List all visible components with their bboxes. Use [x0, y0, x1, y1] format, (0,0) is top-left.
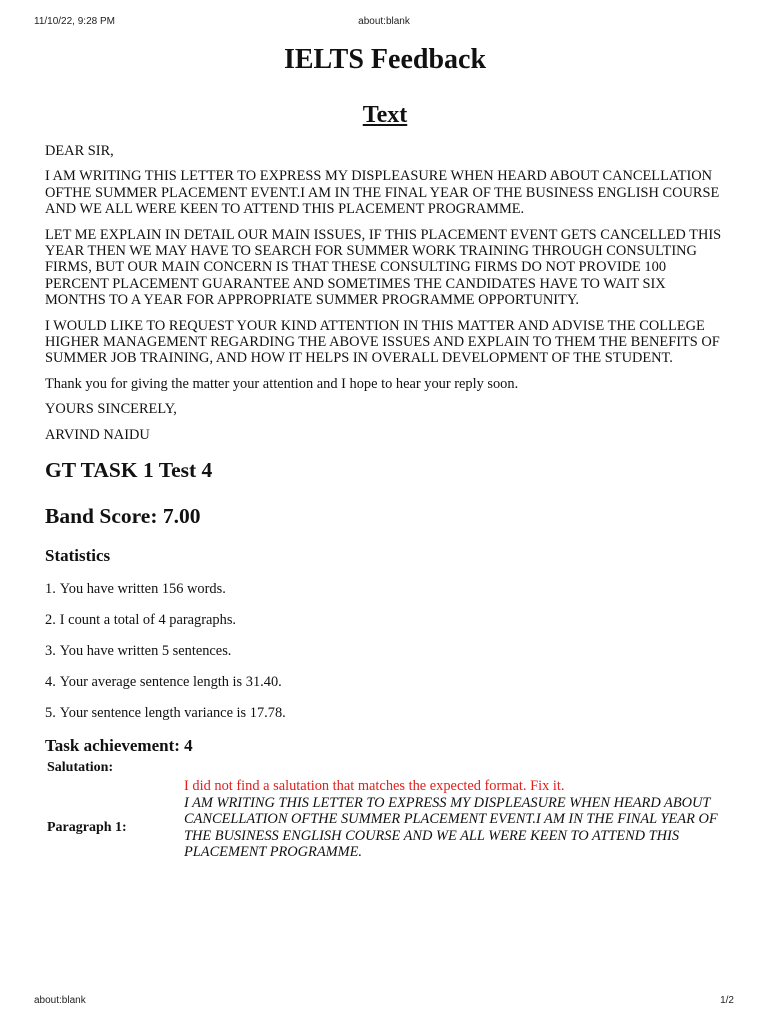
footer-page-url: about:blank [34, 995, 86, 1006]
paragraph-1-quote: I AM WRITING THIS LETTER TO EXPRESS MY DISPLEASURE WHEN HEARD ABOUT CANCELLATION OFTHE SUMMER PLACEMENT EVENT.I AM IN THE FINAL YEAR OF THE BUSINESS ENGLISH COURSE AND WE ALL WERE KEEN TO ATTEND THIS PLACEMENT PROGRAMME. [184, 794, 718, 861]
task-achievement-heading: Task achievement: 4 [45, 736, 193, 756]
list-item [45, 581, 725, 597]
table-row [45, 778, 725, 795]
list-item-number: 5. [45, 705, 56, 722]
text-heading: Text [362, 102, 408, 128]
list-item [45, 643, 725, 659]
list-item-text: You have written 156 words. [59, 581, 226, 598]
list-item [45, 612, 725, 628]
letter-closing: YOURS SINCERELY, [45, 401, 177, 418]
letter-signature: ARVIND NAIDU [45, 426, 150, 443]
letter-paragraph-2: LET ME EXPLAIN IN DETAIL OUR MAIN ISSUES, IF THIS PLACEMENT EVENT GETS CANCELLED THIS YEAR THEN WE MAY HAVE TO SEARCH FOR SUMMER WORK TRAINING THROUGH CONSULTING FIRMS, BUT OUR MAIN CONCERN IS THAT THESE CONSULTING FIRMS DO NOT PROVIDE 100 PERCENT PLACEMENT GUARANTEE AND SOMETIMES THE CANDIDATES HAVE TO WAIT SIX MONTHS TO A YEAR FOR APPROPRIATE SUMMER PROGRAMME OPPORTUNITY. [45, 226, 722, 309]
task-title: GT TASK 1 Test 4 [45, 458, 213, 483]
page-title: IELTS Feedback [283, 44, 487, 75]
list-item-text: I count a total of 4 paragraphs. [59, 612, 237, 629]
band-score: Band Score: 7.00 [45, 504, 201, 529]
footer-page-number: 1/2 [720, 995, 734, 1006]
salutation-cell-empty [184, 757, 725, 778]
statistics-list [45, 581, 725, 721]
letter-paragraph-3: I WOULD LIKE TO REQUEST YOUR KIND ATTENTION IN THIS MATTER AND ADVISE THE COLLEGE HIGHER MANAGEMENT REGARDING THE ABOVE ISSUES AND EXPLAIN TO THEM THE BENEFITS OF SUMMER JOB TRAINING, AND HOW IT HELPS IN OVERALL DEVELOPMENT OF THE STUDENT. [45, 317, 720, 367]
label-cell-empty [45, 778, 184, 795]
salutation-feedback: I did not find a salutation that matches the expected format. Fix it. [184, 778, 565, 795]
list-item-number: 1. [45, 581, 56, 598]
list-item [45, 705, 725, 721]
salutation-label: Salutation: [47, 760, 114, 776]
feedback-table [45, 757, 725, 861]
print-page-url: about:blank [358, 16, 410, 27]
statistics-heading: Statistics [45, 546, 111, 566]
list-item [45, 674, 725, 690]
list-item-text: You have written 5 sentences. [59, 643, 232, 660]
list-item-number: 4. [45, 674, 56, 691]
letter-paragraph-1: I AM WRITING THIS LETTER TO EXPRESS MY DISPLEASURE WHEN HEARD ABOUT CANCELLATION OFTHE SUMMER PLACEMENT EVENT.I AM IN THE FINAL YEAR OF THE BUSINESS ENGLISH COURSE AND WE ALL WERE KEEN TO ATTEND THIS PLACEMENT PROGRAMME. [45, 168, 720, 218]
letter-text [45, 143, 725, 443]
list-item-number: 2. [45, 612, 56, 629]
document-content [45, 40, 725, 861]
table-row [45, 757, 725, 778]
print-datetime: 11/10/22, 9:28 PM [34, 16, 115, 27]
list-item-text: Your average sentence length is 31.40. [59, 674, 282, 691]
table-row [45, 795, 725, 861]
paragraph-1-label: Paragraph 1: [47, 819, 127, 835]
letter-paragraph-4: Thank you for giving the matter your attention and I hope to hear your reply soon. [45, 375, 519, 392]
letter-salutation: DEAR SIR, [45, 143, 114, 159]
list-item-number: 3. [45, 643, 56, 660]
list-item-text: Your sentence length variance is 17.78. [59, 705, 286, 722]
